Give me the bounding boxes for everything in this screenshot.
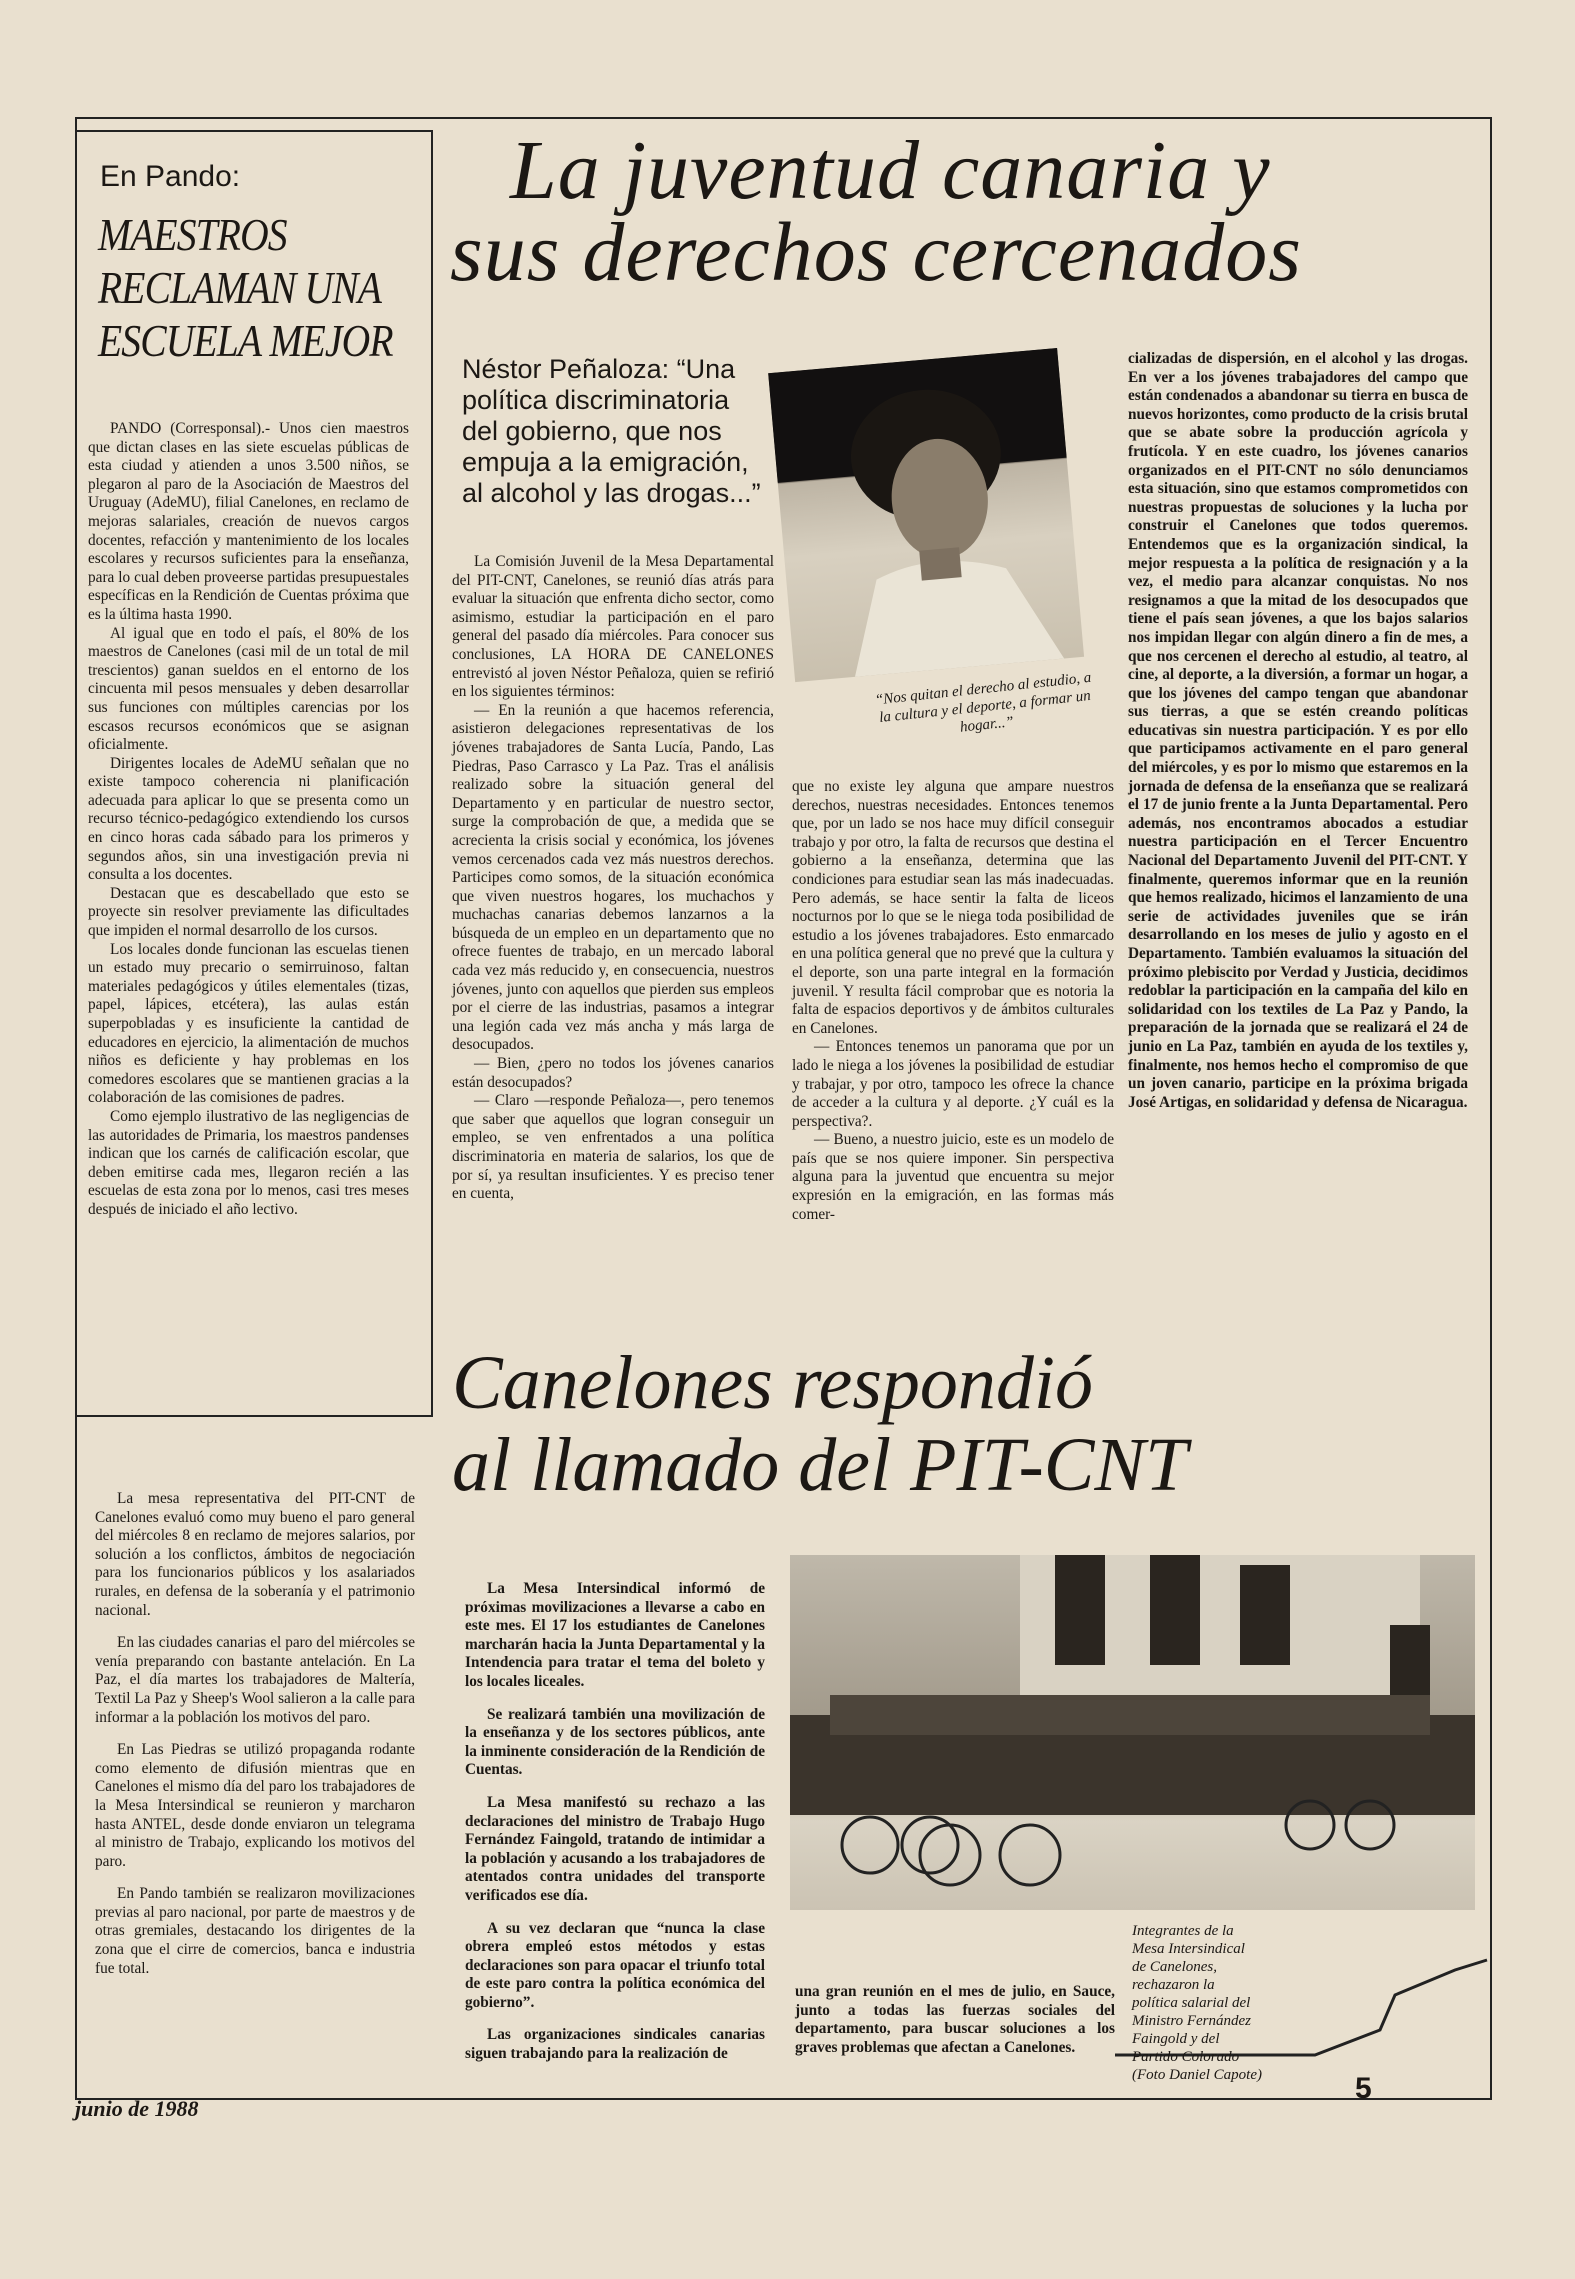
article2-paragraph: A su vez declaran que “nunca la clase obrera empleó estos métodos y estas declaraciones son para opacar el triunfo total de este paro contra la política económica del gobierno”. bbox=[465, 1919, 765, 2011]
sidebar-paragraph: Dirigentes locales de AdeMU señalan que no existe tampoco coherencia ni planificación adecuada para aplicar lo que se presenta como un recurso técnico-pedagógico extendiendo los cursos en cinco horas cada sábado para los primeros y segundos años, sin una investigación previa ni consulta a los docentes. bbox=[88, 754, 409, 884]
caption-line: de Canelones, bbox=[1132, 1959, 1217, 1975]
caption-line: rechazaron la bbox=[1132, 1977, 1215, 1993]
caption-line: Mesa Intersindical bbox=[1132, 1941, 1245, 1957]
group-photo-scene-icon bbox=[790, 1555, 1475, 1910]
article1-headline-line: La juventud canaria y bbox=[510, 124, 1271, 217]
sidebar-headline bbox=[98, 208, 428, 367]
article1-column-2 bbox=[792, 778, 1114, 1224]
article1-paragraph: — En la reunión a que hacemos referencia, asistieron delegaciones representativas de los jóvenes trabajadores de Santa Lucía, Pando, Las Piedras, Paso Carrasco y La Paz. Tras el análisis realizado sobre la situación general del Departamento y en particular de nuestro sector, surge la comprobación de que, a medida que se acrecienta la crisis social y económica, los jóvenes vemos cercenados cada vez más nuestros derechos. Participes como somos, de la situación económica que viven nuestros hogares, los muchachos y muchachas canarias debemos lanzarnos a la búsqueda de un empleo en un departamento que no ofrece fuentes de trabajo, en un mercado laboral cada vez más reducido y, en consecuencia, nuestros jóvenes, junto con aquellos que pierden sus empleos por el cierre de las industrias, pasamos a integrar una legión cada vez más ancha y más larga de desocupados. bbox=[452, 701, 774, 1054]
article2-column-2 bbox=[465, 1580, 765, 2064]
sidebar-headline-line: ESCUELA MEJOR bbox=[98, 315, 393, 366]
article1-paragraph: — Entonces tenemos un panorama que por un lado le niega a los jóvenes la posibilidad de estudiar y trabajar, y por otro, tampoco les ofrece la chance de acceder a la cultura y al deporte. ¿Y cuál es la perspectiva?. bbox=[792, 1038, 1114, 1130]
caption-line: Ministro Fernández bbox=[1132, 2013, 1252, 2029]
caption-line: Faingold y del bbox=[1132, 2031, 1220, 2047]
article2-column-1 bbox=[95, 1490, 415, 1978]
article1-column-1 bbox=[452, 553, 774, 1204]
article1-paragraph: La Comisión Juvenil de la Mesa Departamental del PIT-CNT, Canelones, se reunió días atrás para evaluar la situación que enfrenta dicho sector, como asimismo, estudiar la participación en el paro general del pasado día miércoles. Para conocer sus conclusiones, LA HORA DE CANELONES entrevistó al joven Néstor Peñaloza, quien se refirió en los siguientes términos: bbox=[452, 553, 774, 701]
sidebar-headline-line: MAESTROS bbox=[98, 209, 287, 260]
article2-paragraph: La Mesa manifestó su rechazo a las declaraciones del ministro de Trabajo Hugo Fernández Faingold, tratando de intimidar a la población y acusando a los trabajadores de atentados contra unidades del transporte verificados ese día. bbox=[465, 1793, 765, 1904]
article2-paragraph: Las organizaciones sindicales canarias siguen trabajando para la realización de bbox=[465, 2026, 765, 2063]
article1-photo-wrap bbox=[768, 348, 1086, 702]
article2-paragraph: Se realizará también una movilización de la enseñanza y de los sectores públicos, ante la inminente consideración de la Rendición de Cuentas. bbox=[465, 1705, 765, 1779]
sidebar-kicker: En Pando: bbox=[100, 160, 241, 193]
article1-paragraph: — Claro —responde Peñaloza—, pero tenemos que saber que aquellos que logran conseguir un empleo, se ven enfrentados a una política discriminatoria en materia de salarios, los que de por sí, ya resultan insuficientes. Y es preciso tener en cuenta, bbox=[452, 1092, 774, 1203]
sidebar-headline-line: RECLAMAN UNA bbox=[98, 262, 382, 313]
article1-headline-line: sus derechos cercenados bbox=[450, 206, 1302, 299]
article1-paragraph: — Bueno, a nuestro juicio, este es un modelo de país que se nos quiere imponer. Sin perspectiva alguna para la juventud que encuentra su mejor expresión en la emigración, en las formas más comer- bbox=[792, 1131, 1114, 1223]
article1-column-3 bbox=[1128, 350, 1468, 1112]
footer-date: junio de 1988 bbox=[75, 2096, 199, 2121]
article1-photo-caption: “Nos quitan el derecho al estudio, a la cultura y el deporte, a formar un hogar...” bbox=[874, 669, 1093, 736]
portrait-photo bbox=[768, 348, 1084, 682]
sidebar-paragraph: Los locales donde funcionan las escuelas tienen un estado muy precario o semirruinoso, faltan materiales pedagógicos y útiles elementales (tizas, papel, lápices, etcétera), las aulas están superpobladas y es insuficiente la cantidad de educadores en ejercicio, la alimentación de muchos niños es deficiente y hay problemas en los comedores escolares que se mantienen gracias a la colaboración de las comisiones de padres. bbox=[88, 940, 409, 1107]
page-number: 5 bbox=[1355, 2072, 1372, 2105]
article1-headline bbox=[450, 124, 1302, 299]
article1-paragraph: que no existe ley alguna que ampare nuestros derechos, nuestras necesidades. Entonces tenemos que, por un lado se nos hace muy difícil conseguir trabajo y por otro, la falta de recursos que destina el gobierno a la enseñanza, determina que las condiciones para estudiar sean las más inadecuadas. Pero además, se hace sentir la falta de liceos nocturnos por lo que se le niega toda posibilidad de estudio a los jóvenes trabajadores. Esto enmarcado en una política general que no prevé que la cultura y el deporte, son una parte integral en la formación juvenil. Y resulta fácil comprobar que es notoria la falta de espacios deportivos y de ámbitos culturales en Canelones. bbox=[792, 778, 1114, 1037]
sidebar-paragraph: Destacan que es descabellado que esto se proyecte sin resolver previamente las dificultades que impiden el normal desarrollo de los cursos. bbox=[88, 884, 409, 940]
sidebar-body bbox=[88, 420, 409, 1220]
caption-line: (Foto Daniel Capote) bbox=[1132, 2067, 1262, 2083]
caption-line: Partido Colorado bbox=[1132, 2049, 1240, 2065]
article2-headline bbox=[452, 1342, 1187, 1506]
article2-headline-line: al llamado del PIT-CNT bbox=[452, 1423, 1188, 1507]
article2-paragraph: La mesa representativa del PIT-CNT de Canelones evaluó como muy bueno el paro general del miércoles 8 en reclamo de mejores salarios, por solución a los conflictos, ámbitos de negociación para los funcionarios públicos y los asalariados rurales, en defensa de la soberanía y el patrimonio nacional. bbox=[95, 1490, 415, 1619]
sidebar-paragraph: PANDO (Corresponsal).- Unos cien maestros que dictan clases en las siete escuelas públicas de esta ciudad y atienden a unos 3.500 niños, se plegaron al paro de la Asociación de Maestros del Uruguay (AdeMU), filial Canelones, en reclamo de mejoras salariales, creación de nuevos cargos docentes, refacción y mantenimiento de los locales escolares y recursos suficientes para la enseñanza, para lo cual deben proveerse partidas presupuestales específicas en la Rendición de Cuentas próxima que es la última hasta 1990. bbox=[88, 420, 409, 623]
portrait-silhouette-icon bbox=[768, 348, 1084, 682]
group-photo bbox=[790, 1555, 1475, 1910]
article1-paragraph: cializadas de dispersión, en el alcohol y las drogas. En ver a los jóvenes trabajadores del campo que están condenados a abandonar su tierra en busca de nuevos horizontes, como producto de la crisis brutal que se abate sobre la producción agrícola y frutícola. Y en este cuadro, los jóvenes canarios organizados en el PIT-CNT no sólo denunciamos esta situación, sino que estamos comprometidos con nuestras propuestas de soluciones y la lucha por construir el Canelones que todos queremos. Entendemos que es la organización sindical, la mejor respuesta a la política de resignación y a la vez, el medio para alcanzar conquistas. No nos resignamos a que la mitad de los desocupados que tiene el país sean jóvenes, a que los bajos salarios nos impidan llegar con algún dinero a fin de mes, a que nos cercenen el derecho al estudio, al teatro, al cine, al deporte, a la diversión, a formar un hogar, a que los jóvenes del campo tengan que abandonar sus tierras, a que se estén creando políticas educativas sin nuestra participación. Y es por ello que participamos activamente en el paro general del miércoles, y es por lo mismo que estaremos en la jornada de defensa de la enseñanza que se realizará el 17 de junio frente a la Junta Departamental. Pero además, nos encontramos abocados a estudiar nuestra participación en el Tercer Encuentro Nacional del Departamento Juvenil del PIT-CNT. Y finalmente, queremos informar que en la reunión que hemos realizado, hicimos el lanzamiento de una serie de actividades juveniles que se irán desarrollando en los meses de julio y agosto en el Departamento. También evaluamos la situación del próximo plebiscito por Verdad y Justicia, decidimos redoblar la participación en la campaña del kilo en solidaridad con los textiles de La Paz y Pando, la preparación de la jornada que se realizará el 24 de junio en La Paz, también en ayuda de los textiles y, finalmente, nos hemos hecho el compromiso de que un joven canario, participe en la próxima brigada José Artigas, en solidaridad y defensa de Nicaragua. bbox=[1128, 350, 1468, 1111]
article2-paragraph: La Mesa Intersindical informó de próximas movilizaciones a llevarse a cabo en este mes. El 17 los estudiantes de Canelones marcharán hacia la Junta Departamental y la Intendencia para tratar el tema del boleto y los locales liceales. bbox=[465, 1580, 765, 1690]
article2-column-3 bbox=[795, 1983, 1115, 2057]
article2-paragraph: En Las Piedras se utilizó propaganda rodante como elemento de difusión mientras que en Canelones el mismo día del paro los trabajadores de la Mesa Intersindical se reunieron y marcharon hasta ANTEL, desde donde enviaron un telegrama al ministro de Trabajo, explicando los motivos del paro. bbox=[95, 1741, 415, 1870]
caption-line: Integrantes de la bbox=[1132, 1923, 1234, 1939]
article2-headline-line: Canelones respondió bbox=[452, 1341, 1094, 1425]
article1-paragraph: — Bien, ¿pero no todos los jóvenes canarios están desocupados? bbox=[452, 1055, 774, 1091]
article2-photo-caption bbox=[1132, 1922, 1312, 2084]
sidebar-paragraph: Al igual que en todo el país, el 80% de los maestros de Canelones (casi mil de un total de mil trescientos) ganan sueldos en el entorno de los cincuenta mil pesos mensuales y deben desarrollar sus funciones con múltiples carencias por los escasos recursos económicos que se asignan oficialmente. bbox=[88, 624, 409, 754]
article2-paragraph: una gran reunión en el mes de julio, en Sauce, junto a todas las fuerzas sociales del departamento, para buscar soluciones a los graves problemas que afectan a Canelones. bbox=[795, 1983, 1115, 2056]
article1-pullquote: Néstor Peñaloza: “Una política discriminatoria del gobierno, que nos empuja a la emigración, al alcohol y las drogas...” bbox=[462, 354, 761, 508]
article2-paragraph: En Pando también se realizaron movilizaciones previas al paro nacional, por parte de maestros y de otras gremiales, destacando los dirigentes de la zona que el cirre de comercios, banca e industria fue total. bbox=[95, 1885, 415, 1977]
article2-paragraph: En las ciudades canarias el paro del miércoles se venía preparando con bastante antelación. En La Paz, el día martes los trabajadores de Maltería, Textil La Paz y Sheep's Wool salieron a la calle para informar a la población los motivos del paro. bbox=[95, 1634, 415, 1726]
sidebar-paragraph: Como ejemplo ilustrativo de las negligencias de las autoridades de Primaria, los maestros pandenses indican que los carnés de calificación escolar, que deben emitirse cada mes, llegaron recién a las escuelas de esta zona por lo menos, casi tres meses después de iniciado el año lectivo. bbox=[88, 1107, 409, 1218]
caption-line: política salarial del bbox=[1132, 1995, 1251, 2011]
